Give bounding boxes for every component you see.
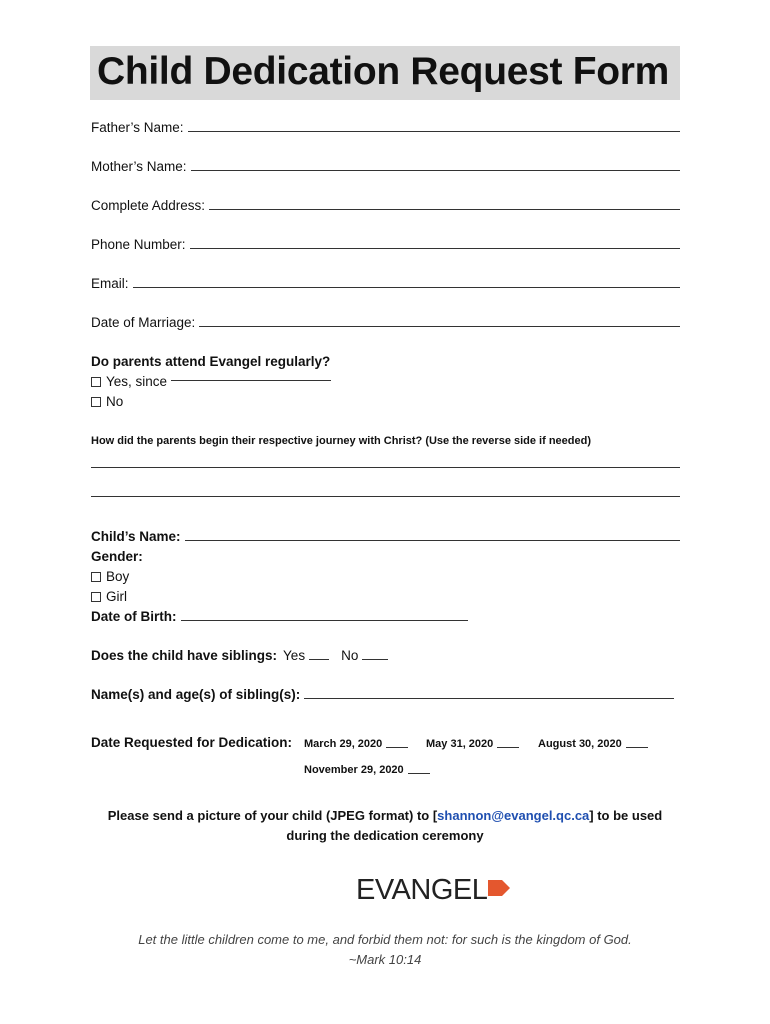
dob-label: Date of Birth:: [91, 609, 177, 624]
date-option-2-label: May 31, 2020: [426, 738, 494, 750]
journey-question: How did the parents begin their respective journey with Christ? (Use the reverse side if needed): [91, 435, 592, 447]
address-label: Complete Address:: [91, 198, 206, 213]
dob-line[interactable]: [181, 619, 468, 621]
gender-boy-option[interactable]: [91, 569, 129, 584]
gender-girl-checkbox[interactable]: [91, 592, 101, 602]
contact-email-link[interactable]: shannon@evangel.qc.ca: [437, 808, 590, 823]
gender-label: Gender:: [91, 549, 143, 564]
date-option-2-line[interactable]: [497, 746, 519, 748]
father-name-field[interactable]: [91, 120, 680, 135]
phone-line[interactable]: [190, 247, 680, 249]
photo-instructions-suffix: ] to be used: [589, 808, 663, 823]
date-option-4-label: November 29, 2020: [304, 764, 404, 776]
child-name-line[interactable]: [185, 539, 680, 541]
logo-arrow-icon: [488, 880, 510, 896]
verse-text: Let the little children come to me, and forbid them not: for such is the kingdom of God.: [138, 932, 632, 947]
phone-label: Phone Number:: [91, 237, 186, 252]
photo-instructions-prefix: Please send a picture of your child (JPEG format) to [: [107, 808, 438, 823]
photo-instructions: [0, 806, 770, 846]
photo-instructions-line-2: during the dedication ceremony: [286, 828, 484, 843]
date-option-4-line[interactable]: [408, 772, 430, 774]
address-field[interactable]: [91, 198, 680, 213]
phone-field[interactable]: [91, 237, 680, 252]
attend-since-line[interactable]: [171, 379, 331, 381]
gender-boy-checkbox[interactable]: [91, 572, 101, 582]
dob-field[interactable]: [91, 609, 468, 624]
child-name-field[interactable]: [91, 529, 680, 544]
date-option-3-label: August 30, 2020: [538, 738, 622, 750]
gender-girl-label: Girl: [106, 589, 127, 604]
child-name-label: Child’s Name:: [91, 529, 181, 544]
siblings-question: Does the child have siblings:: [91, 648, 278, 663]
mother-name-line[interactable]: [191, 169, 680, 171]
gender-boy-label: Boy: [106, 569, 130, 584]
siblings-names-label: Name(s) and age(s) of sibling(s):: [91, 687, 301, 702]
photo-instructions-line-1: [0, 806, 770, 826]
attend-question: Do parents attend Evangel regularly?: [91, 354, 331, 369]
date-option-1[interactable]: [304, 738, 408, 750]
siblings-question-field[interactable]: [91, 648, 388, 663]
attend-yes-option[interactable]: [91, 374, 331, 389]
mother-name-field[interactable]: [91, 159, 680, 174]
form-title: Child Dedication Request Form: [97, 50, 670, 93]
siblings-no-label: No: [341, 648, 359, 663]
bible-verse: [0, 930, 770, 970]
email-label: Email:: [91, 276, 129, 291]
siblings-yes-line[interactable]: [309, 658, 329, 660]
evangel-logo: [356, 874, 510, 907]
date-option-1-label: March 29, 2020: [304, 738, 383, 750]
logo-wordmark: EVANGEL: [356, 874, 488, 906]
siblings-no-line[interactable]: [362, 658, 388, 660]
siblings-names-field[interactable]: [91, 687, 674, 702]
date-option-2[interactable]: [426, 738, 519, 750]
marriage-date-label: Date of Marriage:: [91, 315, 196, 330]
journey-line-1[interactable]: [91, 467, 680, 468]
journey-line-2[interactable]: [91, 496, 680, 497]
gender-girl-option[interactable]: [91, 589, 127, 604]
marriage-date-line[interactable]: [199, 325, 680, 327]
mother-name-label: Mother’s Name:: [91, 159, 187, 174]
date-option-3[interactable]: [538, 738, 648, 750]
siblings-yes-label: Yes: [283, 648, 306, 663]
verse-reference: ~Mark 10:14: [348, 952, 422, 967]
email-line[interactable]: [133, 286, 680, 288]
dedication-label: Date Requested for Dedication:: [91, 735, 293, 750]
date-option-3-line[interactable]: [626, 746, 648, 748]
date-option-4[interactable]: [304, 764, 430, 776]
attend-no-option[interactable]: [91, 394, 123, 409]
date-option-1-line[interactable]: [386, 746, 408, 748]
attend-no-label: No: [106, 394, 124, 409]
father-name-line[interactable]: [188, 130, 680, 132]
father-name-label: Father’s Name:: [91, 120, 184, 135]
marriage-date-field[interactable]: [91, 315, 680, 330]
siblings-names-line[interactable]: [304, 697, 674, 699]
email-field[interactable]: [91, 276, 680, 291]
attend-no-checkbox[interactable]: [91, 397, 101, 407]
attend-yes-label: Yes, since: [106, 374, 168, 389]
address-line[interactable]: [209, 208, 680, 210]
attend-yes-checkbox[interactable]: [91, 377, 101, 387]
